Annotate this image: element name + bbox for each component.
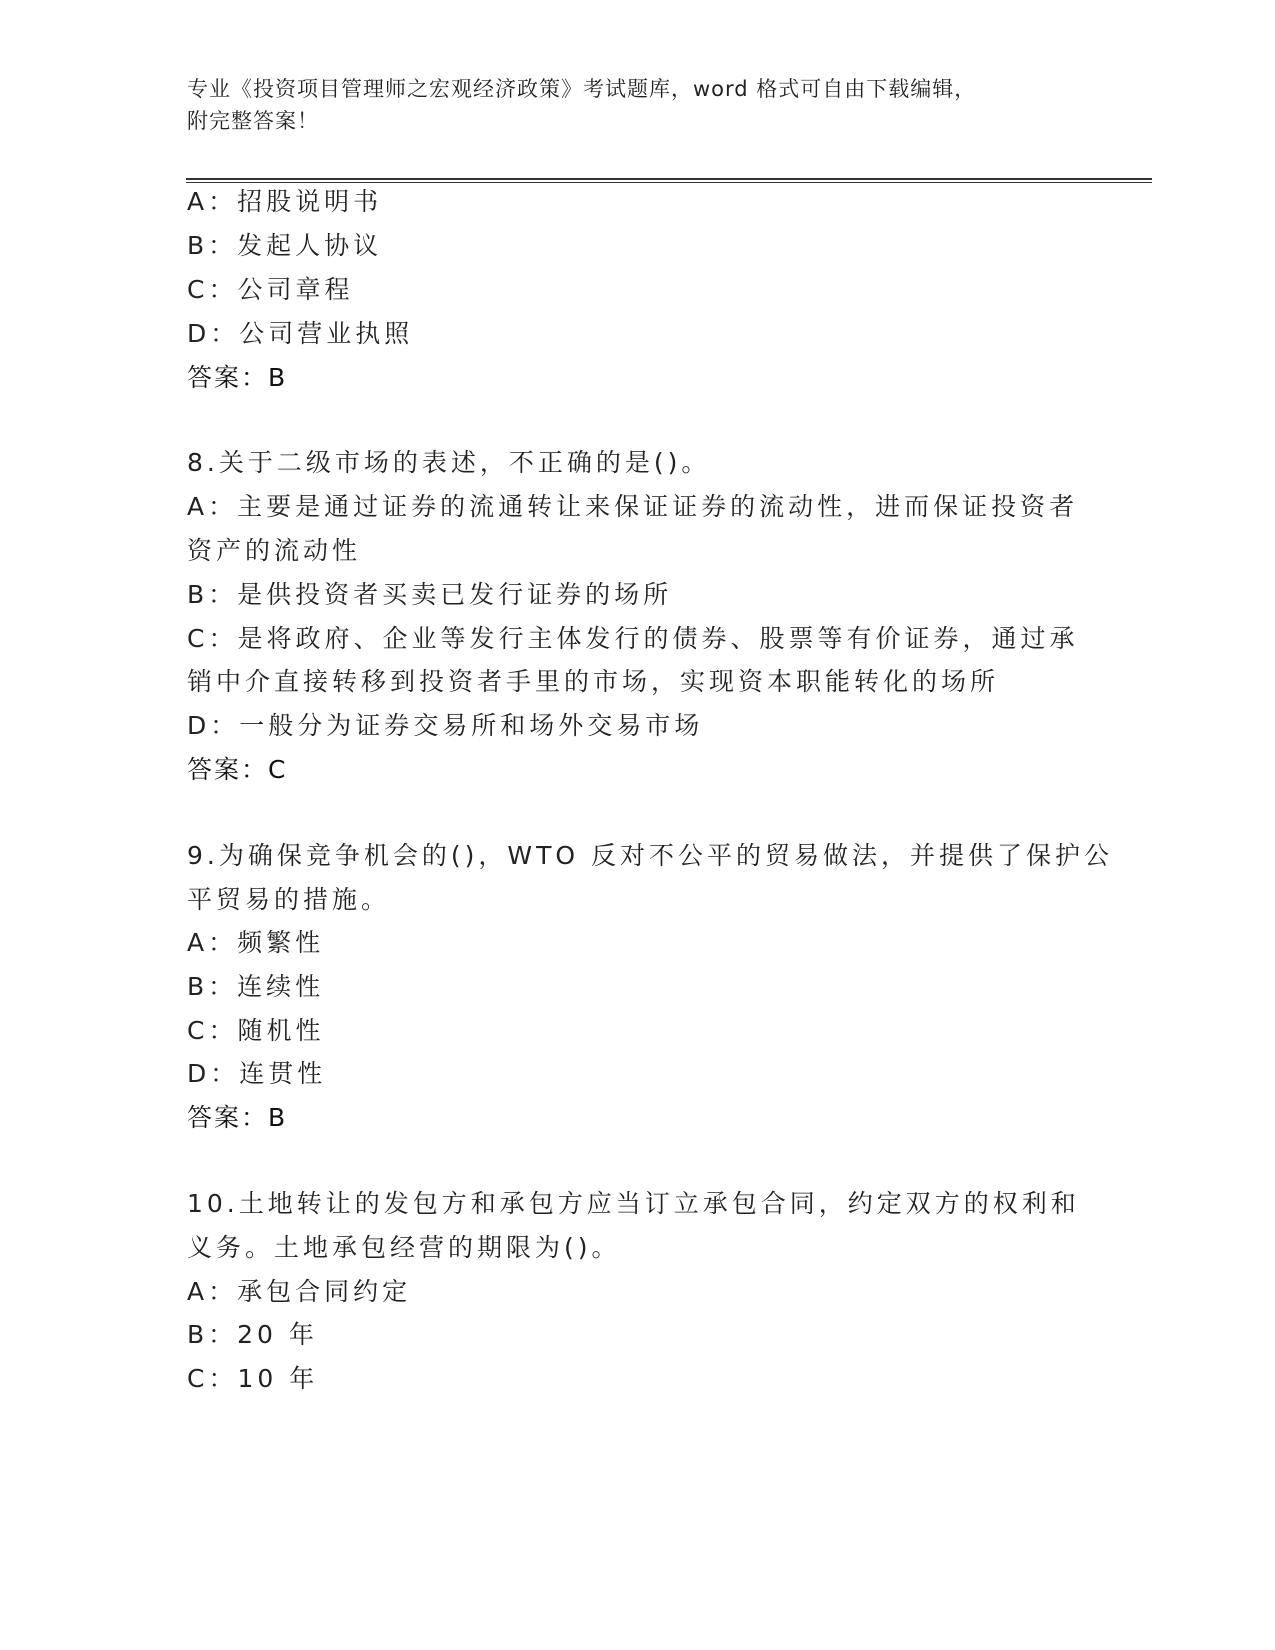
q9-answer: 答案：B [187,1103,288,1132]
q10-option-a: A：承包合同约定 [187,1277,412,1306]
q8-option-b: B：是供投资者买卖已发行证券的场所 [187,580,673,609]
q8-option-a-line-2: 资产的流动性 [187,536,362,565]
q9-option-d: D：连贯性 [187,1059,327,1088]
header-line-1: 专业《投资项目管理师之宏观经济政策》考试题库，word 格式可自由下载编辑， [187,77,977,101]
q9-option-b: B：连续性 [187,972,325,1001]
q10-stem-line-1: 10.土地转让的发包方和承包方应当订立承包合同，约定双方的权利和 [187,1189,1080,1218]
q10-option-c: C：10 年 [187,1364,319,1393]
q10-option-b: B：20 年 [187,1320,318,1349]
q7-option-b: B：发起人协议 [187,231,383,260]
header-divider [186,178,1152,183]
q8-stem: 8.关于二级市场的表述，不正确的是()。 [187,448,711,477]
q8-option-c-line-1: C：是将政府、企业等发行主体发行的债券、股票等有价证券，通过承 [187,624,1079,653]
q7-option-d: D：公司营业执照 [187,319,414,348]
q9-option-a: A：频繁性 [187,928,325,957]
q7-answer: 答案：B [187,363,288,392]
q9-stem-line-1: 9.为确保竞争机会的()，WTO 反对不公平的贸易做法，并提供了保护公 [187,841,1113,870]
document-header [187,73,1067,137]
header-line-2: 附完整答案！ [187,109,319,133]
q7-option-a: A：招股说明书 [187,187,383,216]
q10-stem-line-2: 义务。土地承包经营的期限为()。 [187,1233,621,1262]
q9-stem-line-2: 平贸易的措施。 [187,885,391,914]
q9-option-c: C：随机性 [187,1016,325,1045]
q8-option-a-line-1: A：主要是通过证券的流通转让来保证证券的流动性，进而保证投资者 [187,492,1079,521]
q8-option-c-line-2: 销中介直接转移到投资者手里的市场，实现资本职能转化的场所 [187,667,1000,696]
q7-option-c: C：公司章程 [187,275,354,304]
q8-answer: 答案：C [187,755,288,784]
q8-option-d: D：一般分为证券交易所和场外交易市场 [187,711,704,740]
